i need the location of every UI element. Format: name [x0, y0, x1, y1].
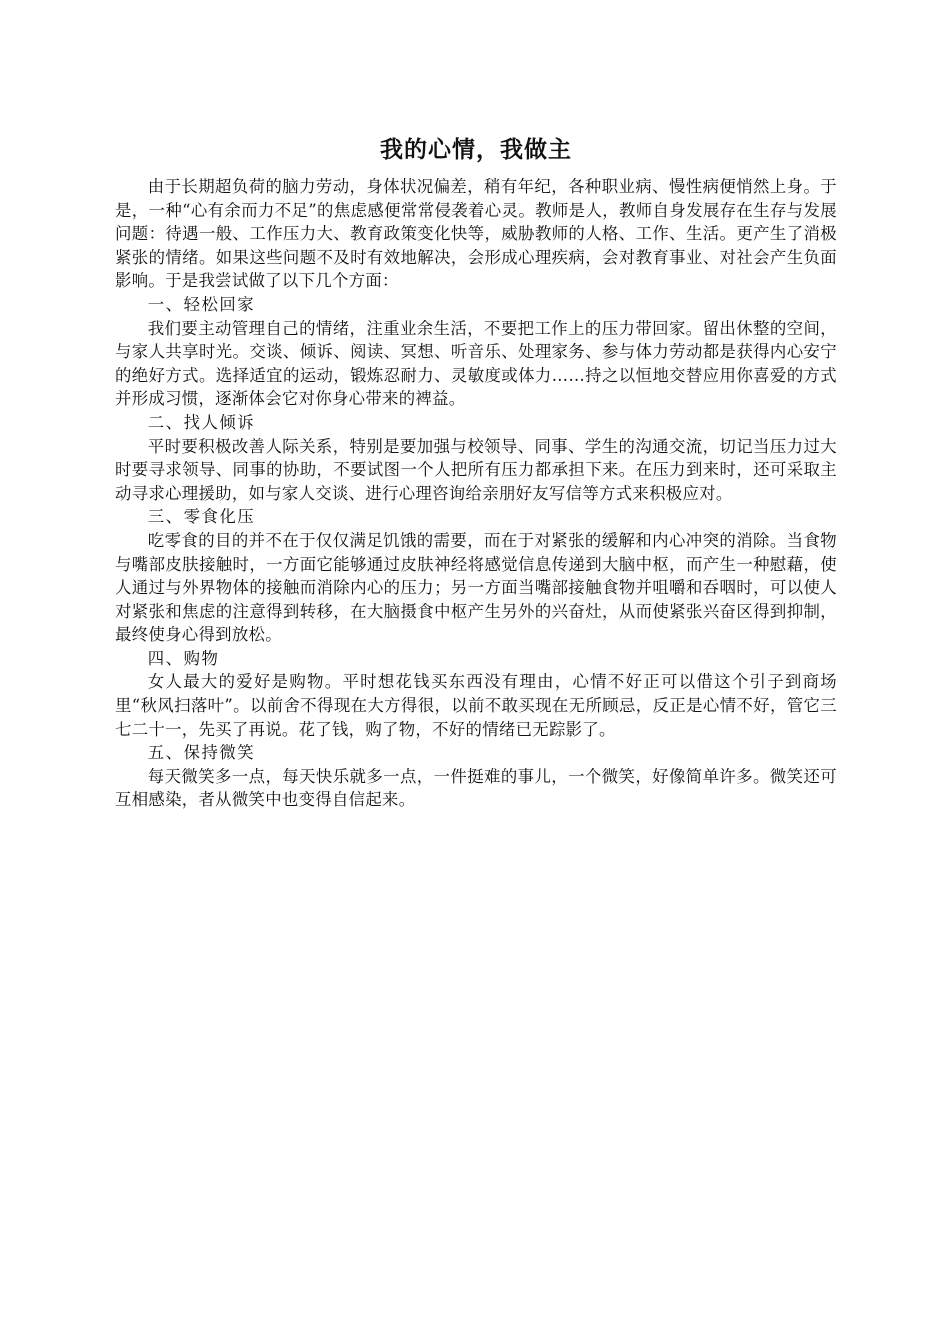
section-body-2: 平时要积极改善人际关系，特别是要加强与校领导、同事、学生的沟通交流，切记当压力过大时要寻求领导、同事的协助，不要试图一个人把所有压力都承担下来。在压力到来时，还可采取主动寻求心理援助，如与家人交谈、进行心理咨询给亲朋好友写信等方式来积极应对。	[115, 436, 837, 503]
section-body-4: 女人最大的爱好是购物。平时想花钱买东西没有理由，心情不好正可以借这个引子到商场里“秋风扫落叶”。以前舍不得现在大方得很，以前不敢买现在无所顾忌，反正是心情不好，管它三七二十一，先买了再说。花了钱，购了物，不好的情绪已无踪影了。	[115, 672, 837, 739]
document-title: 我的心情，我做主	[380, 137, 572, 163]
section-heading-2: 二、找人倾诉	[147, 412, 256, 432]
section-heading-3: 三、零食化压	[147, 507, 256, 527]
section-body-5: 每天微笑多一点，每天快乐就多一点，一件挺难的事儿，一个微笑，好像简单许多。微笑还可互相感染，者从微笑中也变得自信起来。	[115, 766, 837, 810]
section-body-3: 吃零食的目的并不在于仅仅满足饥饿的需要，而在于对紧张的缓解和内心冲突的消除。当食物与嘴部皮肤接触时，一方面它能够通过皮肤神经将感觉信息传递到大脑中枢，而产生一种慰藉，使人通过与外界物体的接触而消除内心的压力；另一方面当嘴部接触食物并咀嚼和吞咽时，可以使人对紧张和焦虑的注意得到转移，在大脑摄食中枢产生另外的兴奋灶，从而使紧张兴奋区得到抑制，最终使身心得到放松。	[115, 530, 837, 645]
section-body-1: 我们要主动管理自己的情绪，注重业余生活，不要把工作上的压力带回家。留出休整的空间，与家人共享时光。交谈、倾诉、阅读、冥想、听音乐、处理家务、参与体力劳动都是获得内心安宁的绝好方式。选择适宜的运动，锻炼忍耐力、灵敏度或体力……持之以恒地交替应用你喜爱的方式并形成习惯，逐渐体会它对你身心带来的裨益。	[115, 318, 837, 409]
section-heading-1: 一、轻松回家	[147, 294, 256, 314]
section-heading-4: 四、购物	[147, 648, 220, 668]
document-content	[115, 133, 837, 812]
section-heading-5: 五、保持微笑	[147, 743, 256, 763]
intro-paragraph: 由于长期超负荷的脑力劳动，身体状况偏差，稍有年纪，各种职业病、慢性病便悄然上身。于是，一种“心有余而力不足”的焦虑感便常常侵袭着心灵。教师是人，教师自身发展存在生存与发展问题：待遇一般、工作压力大、教育政策变化快等，威胁教师的人格、工作、生活。更产生了消极紧张的情绪。如果这些问题不及时有效地解决，会形成心理疾病，会对教育事业、对社会产生负面影响。于是我尝试做了以下几个方面：	[115, 177, 837, 291]
